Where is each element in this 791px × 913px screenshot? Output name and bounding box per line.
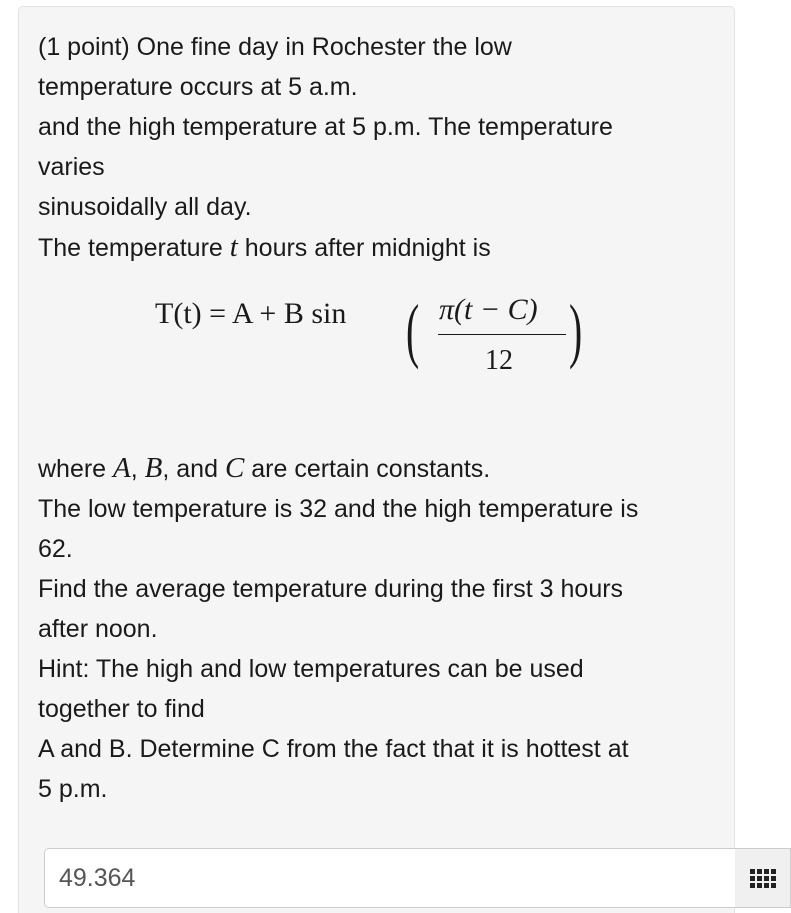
problem-text-line: (1 point) One fine day in Rochester the low (38, 33, 512, 61)
problem-text-line: temperature occurs at 5 a.m. (38, 73, 358, 101)
formula-lhs: T(t) = A + B sin (155, 297, 347, 330)
text-fragment: , (130, 455, 145, 483)
text-fragment: hours after midnight is (237, 234, 491, 262)
grid-icon (750, 869, 776, 888)
problem-text-line: sinusoidally all day. (38, 193, 252, 221)
text-fragment: , and (162, 455, 225, 483)
problem-text-line: 5 p.m. (38, 775, 108, 803)
problem-text-line (38, 232, 491, 263)
problem-text-line: The low temperature is 32 and the high temperature is (38, 495, 639, 523)
math-variable-a: A (113, 452, 131, 484)
problem-text-line: together to find (38, 695, 205, 723)
problem-text-line: and the high temperature at 5 p.m. The temperature (38, 113, 613, 141)
fraction-numerator: π(t − C) (439, 293, 538, 326)
problem-text-line: A and B. Determine C from the fact that it is hottest at (38, 735, 629, 763)
problem-text-line: 62. (38, 535, 73, 563)
problem-text-line: Hint: The high and low temperatures can be used (38, 655, 584, 683)
text-fragment: where (38, 455, 114, 483)
math-variable-c: C (224, 452, 245, 484)
math-variable-b: B (144, 452, 163, 484)
left-paren: ( (406, 290, 420, 370)
problem-text-line: after noon. (38, 615, 158, 643)
problem-text-line: Find the average temperature during the first 3 hours (38, 575, 624, 603)
text-fragment: The temperature (38, 234, 230, 262)
fraction-bar (438, 334, 566, 335)
math-variable-t: t (229, 231, 238, 263)
problem-text-line: varies (38, 153, 105, 181)
problem-text-line (38, 453, 490, 484)
fraction-denominator: 12 (485, 345, 513, 376)
right-paren: ) (569, 290, 583, 370)
answer-input[interactable] (44, 848, 736, 908)
equation-editor-button[interactable] (735, 848, 791, 908)
text-fragment: are certain constants. (244, 455, 491, 483)
